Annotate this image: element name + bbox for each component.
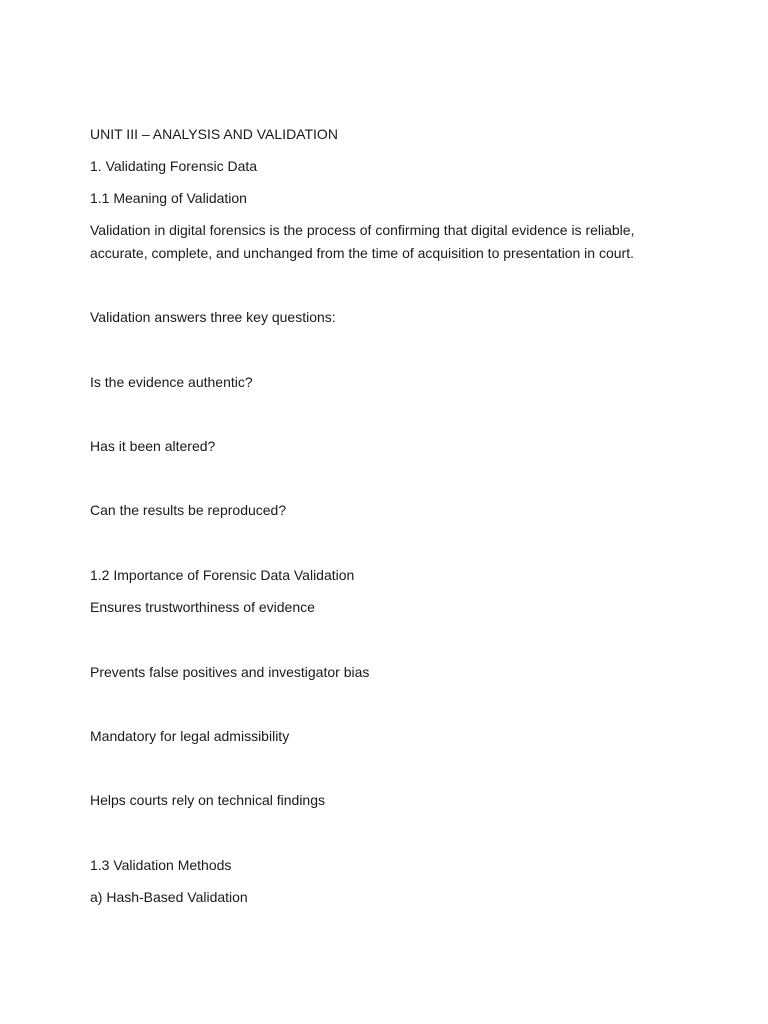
questions-intro: Validation answers three key questions: bbox=[90, 309, 336, 325]
unit-title: UNIT III – ANALYSIS AND VALIDATION bbox=[90, 126, 338, 142]
section-1-heading: 1. Validating Forensic Data bbox=[90, 158, 258, 174]
validation-definition-paragraph: Validation in digital forensics is the process of confirming that digital evidence is reliable, accurate, complete, and unchanged from the time of acquisition to presentation in court. bbox=[90, 222, 635, 261]
importance-item-false-positives: Prevents false positives and investigator bias bbox=[90, 664, 370, 680]
method-a-heading: a) Hash-Based Validation bbox=[90, 889, 248, 905]
question-item-reproduced: Can the results be reproduced? bbox=[90, 502, 287, 518]
section-1-3-heading: 1.3 Validation Methods bbox=[90, 857, 232, 873]
section-1-1-heading: 1.1 Meaning of Validation bbox=[90, 190, 247, 206]
question-item-authentic: Is the evidence authentic? bbox=[90, 374, 253, 390]
importance-item-admissibility: Mandatory for legal admissibility bbox=[90, 728, 290, 744]
section-1-2-heading: 1.2 Importance of Forensic Data Validation bbox=[90, 567, 355, 583]
question-item-altered: Has it been altered? bbox=[90, 438, 216, 454]
importance-item-courts: Helps courts rely on technical findings bbox=[90, 792, 326, 808]
importance-item-trustworthiness: Ensures trustworthiness of evidence bbox=[90, 599, 315, 615]
